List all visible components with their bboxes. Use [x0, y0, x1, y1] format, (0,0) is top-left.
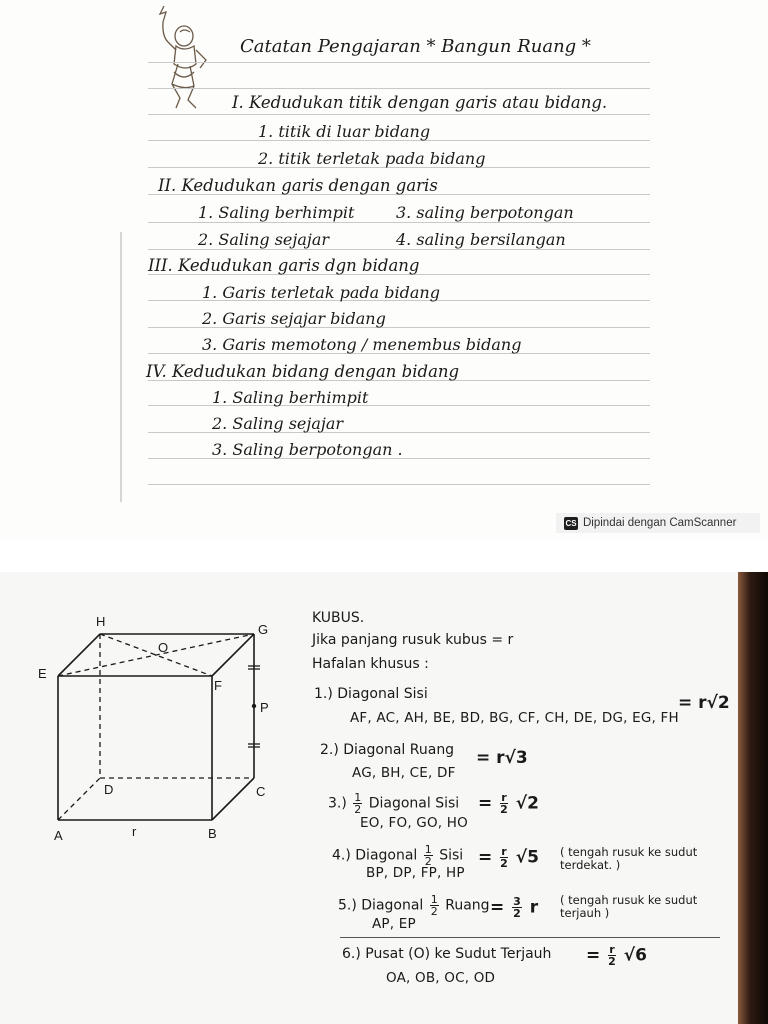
half-fraction: $\frac{1}{2}$ — [354, 791, 362, 816]
section-1-heading: I. Kedudukan titik dengan garis atau bidang. — [232, 93, 608, 112]
item-1-members: AF, AC, AH, BE, BD, BG, CF, CH, DE, DG, EG, FH — [350, 710, 679, 726]
cube-line-1: Jika panjang rusuk kubus = r — [312, 632, 514, 648]
vertex-label-c: C — [256, 784, 266, 799]
vertex-label-a: A — [54, 828, 63, 843]
item-3-label: 3.) $\frac{1}{2}$ Diagonal Sisi — [328, 791, 460, 816]
item-4-label: 4.) Diagonal $\frac{1}{2}$ Sisi — [332, 843, 464, 868]
half-fraction: $\frac{1}{2}$ — [430, 893, 438, 918]
list-item: 1. Garis terletak pada bidang — [202, 283, 440, 302]
item-5-label: 5.) Diagonal $\frac{1}{2}$ Ruang — [338, 893, 490, 918]
wayang-figure-icon — [150, 2, 214, 114]
item-5-equation: = $\frac{3}{2}$ r — [490, 895, 539, 920]
vertex-label-b: B — [208, 826, 217, 841]
page-title: Catatan Pengajaran * Bangun Ruang * — [240, 36, 591, 57]
item-5-note: ( tengah rusuk ke sudut terjauh ) — [560, 893, 698, 920]
page-edge-shadow — [738, 572, 768, 1024]
edge-label-r: r — [132, 824, 137, 839]
list-item: 2. titik terletak pada bidang — [258, 149, 486, 168]
list-item: 1. Saling berhimpit — [198, 203, 355, 222]
list-item: 1. titik di luar bidang — [258, 122, 431, 141]
cube-diagram — [30, 612, 280, 852]
camscanner-logo-icon: CS — [565, 518, 577, 528]
list-item: 1. Saling berhimpit — [212, 388, 369, 407]
point-label-p: P — [260, 700, 269, 715]
camscanner-text: Dipindai dengan CamScanner — [583, 517, 737, 529]
item-2-label: 2.) Diagonal Ruang — [320, 742, 455, 758]
section-2-heading: II. Kedudukan garis dengan garis — [158, 176, 438, 195]
item-6-members: OA, OB, OC, OD — [386, 970, 496, 986]
vertex-label-f: F — [214, 678, 222, 693]
vertex-label-e: E — [38, 666, 47, 681]
list-item: 3. saling berpotongan — [396, 203, 574, 222]
item-5-members: AP, EP — [372, 916, 416, 932]
eq-fraction: $\frac{r}{2}$ — [500, 845, 508, 870]
cube-heading: KUBUS. — [312, 610, 365, 626]
cube-line-2: Hafalan khusus : — [312, 656, 429, 672]
item-1-label: 1.) Diagonal Sisi — [314, 686, 428, 702]
item-4-members: BP, DP, FP, HP — [366, 865, 465, 881]
camscanner-watermark — [556, 513, 760, 533]
vertex-label-d: D — [104, 782, 114, 797]
point-label-o: O — [158, 640, 169, 655]
list-item: 2. Saling sejajar — [212, 414, 344, 433]
item-2-members: AG, BH, CE, DF — [352, 765, 456, 781]
section-4-heading: IV. Kedudukan bidang dengan bidang — [146, 362, 460, 381]
item-6-equation: = $\frac{r}{2}$ √6 — [586, 943, 647, 968]
section-3-heading: III. Kedudukan garis dgn bidang — [148, 256, 420, 275]
list-item: 3. Saling berpotongan . — [212, 440, 403, 459]
eq-fraction: $\frac{3}{2}$ — [513, 895, 521, 920]
list-item: 4. saling bersilangan — [396, 230, 566, 249]
half-fraction: $\frac{1}{2}$ — [424, 843, 432, 868]
divider — [340, 937, 720, 938]
item-4-equation: = $\frac{r}{2}$ √5 — [478, 845, 539, 870]
item-4-note: ( tengah rusuk ke sudut terdekat. ) — [560, 845, 698, 872]
list-item: 3. Garis memotong / menembus bidang — [202, 335, 522, 354]
item-3-members: EO, FO, GO, HO — [360, 815, 468, 831]
vertex-label-g: G — [258, 622, 269, 637]
notebook-page-bottom — [0, 572, 768, 1024]
eq-fraction: $\frac{r}{2}$ — [608, 943, 616, 968]
item-6-label: 6.) Pusat (O) ke Sudut Terjauh — [342, 946, 552, 962]
item-2-equation: = r√3 — [476, 748, 528, 768]
vertex-label-h: H — [96, 614, 106, 629]
item-1-equation: = r√2 — [678, 693, 730, 713]
list-item: 2. Saling sejajar — [198, 230, 330, 249]
eq-fraction: $\frac{r}{2}$ — [500, 791, 508, 816]
list-item: 2. Garis sejajar bidang — [202, 309, 386, 328]
item-3-equation: = $\frac{r}{2}$ √2 — [478, 791, 539, 816]
